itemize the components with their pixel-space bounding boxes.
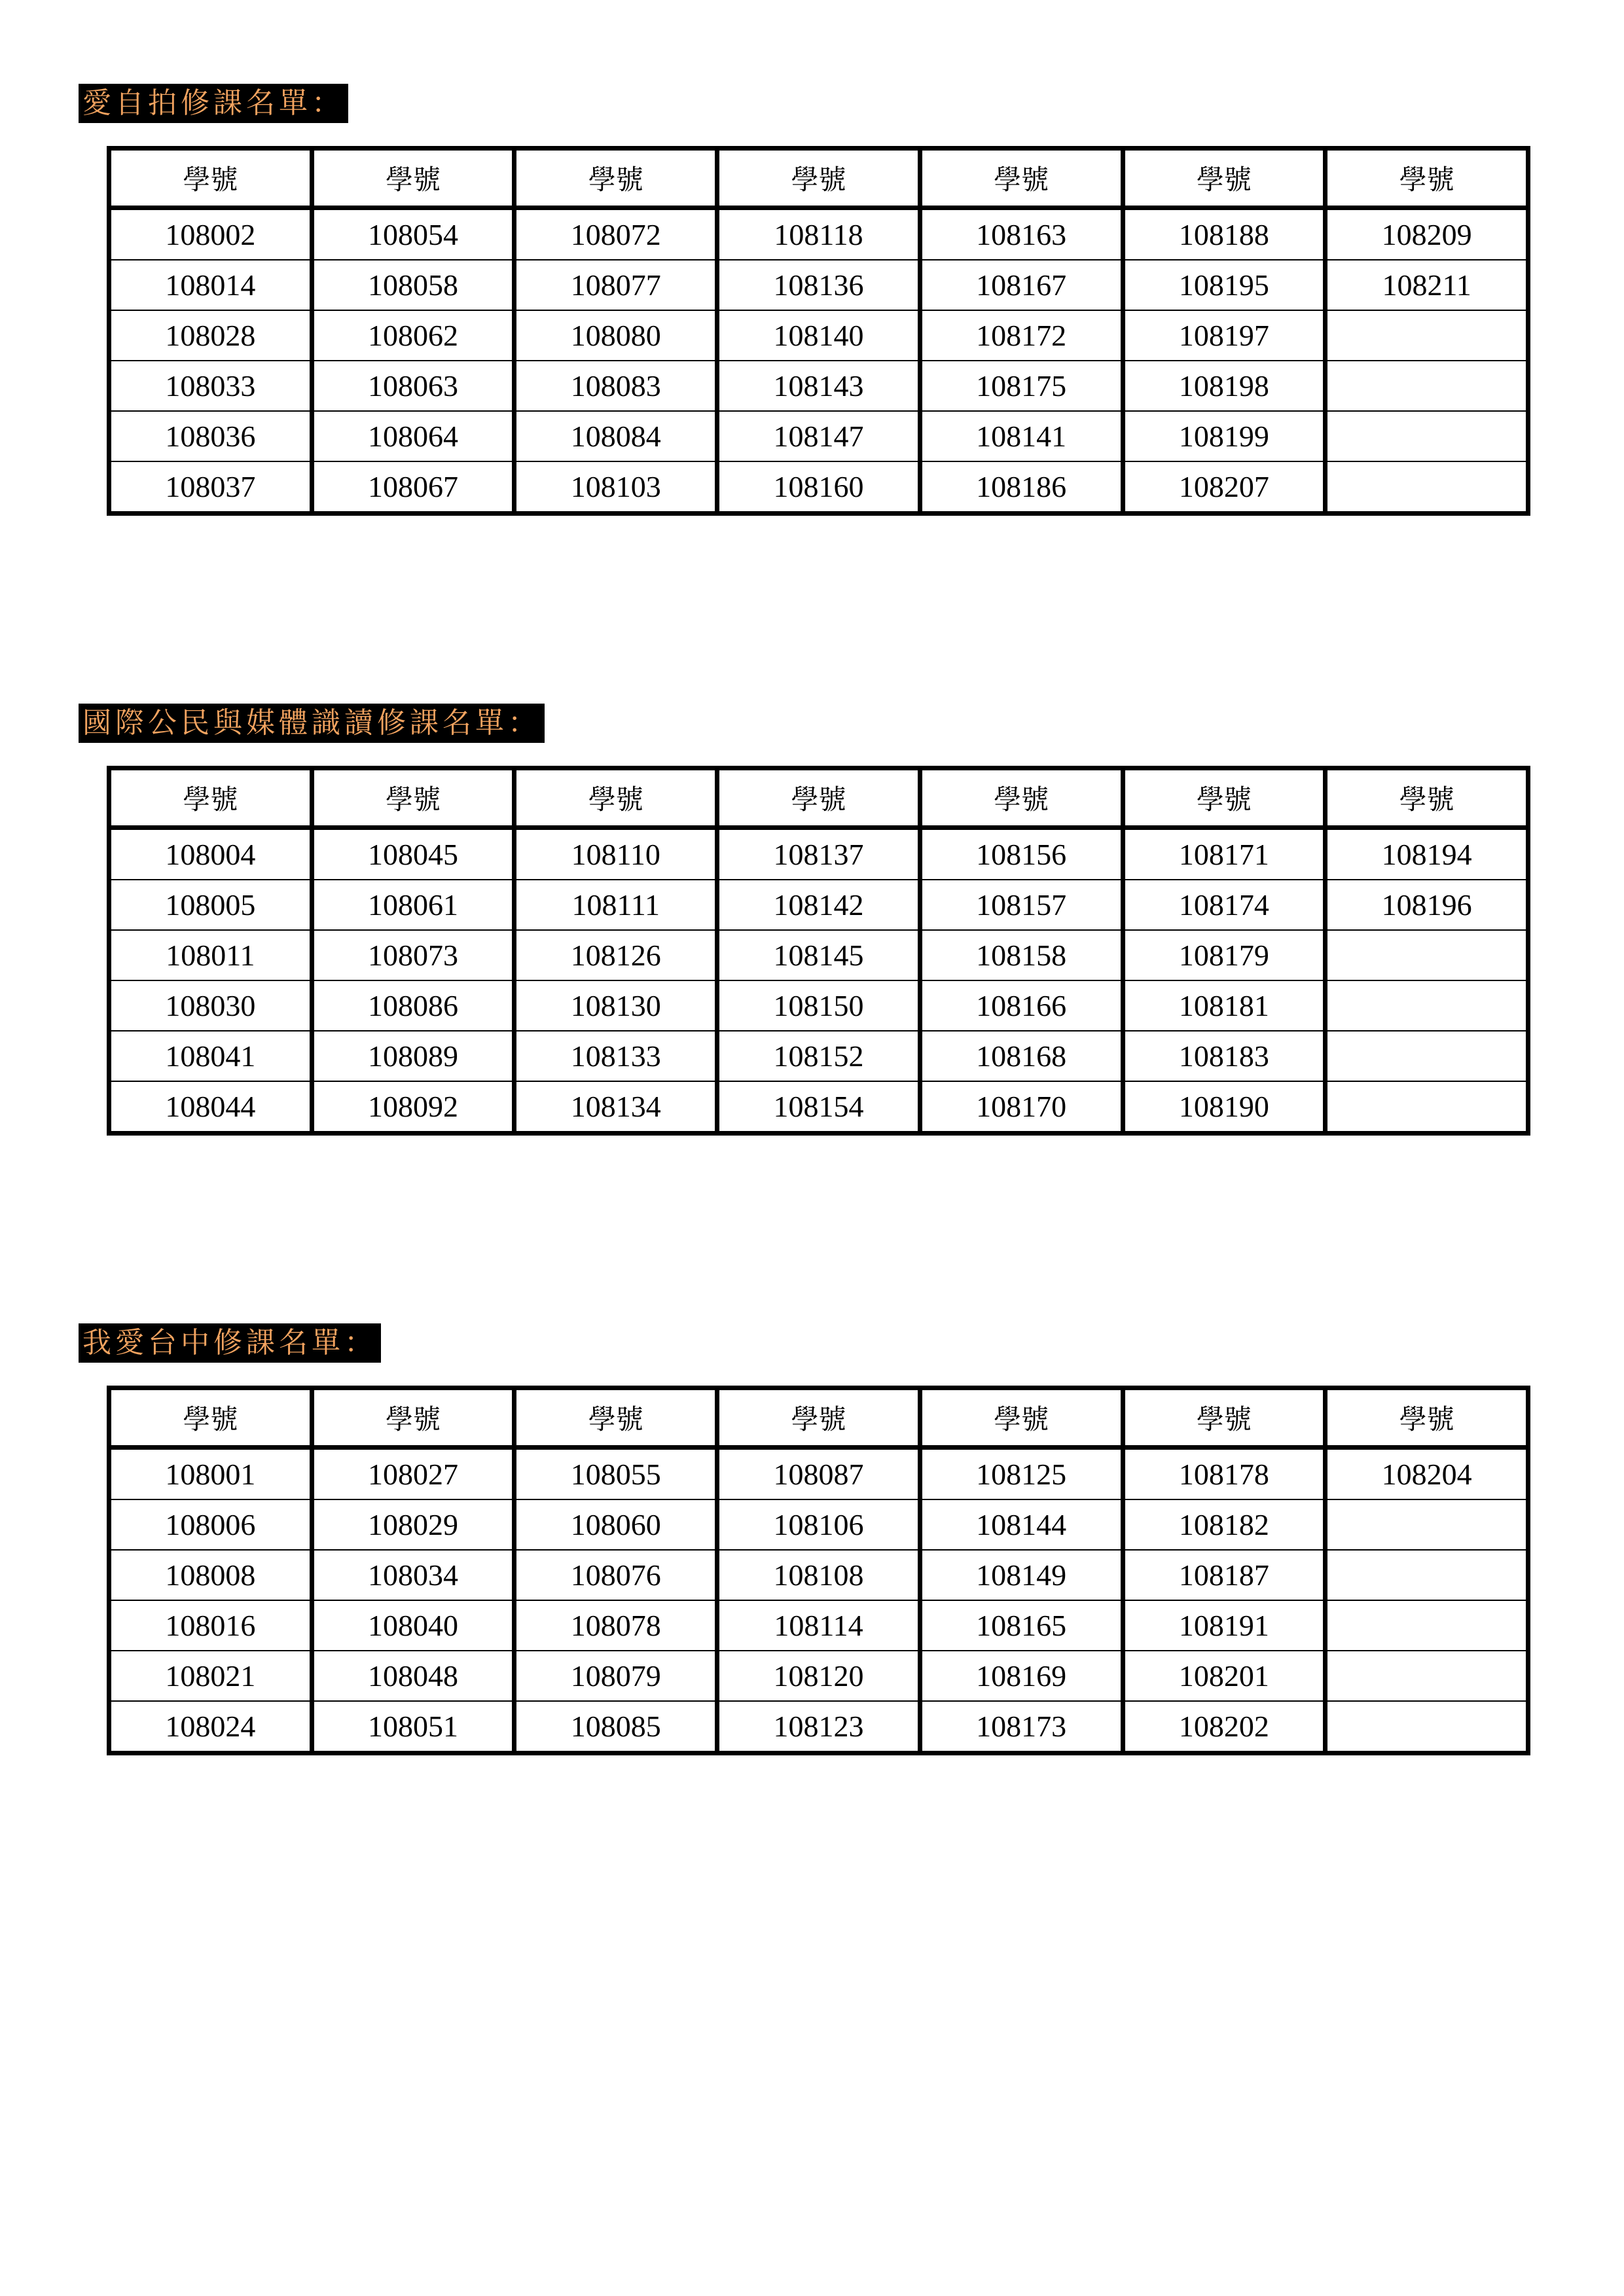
- student-id-cell: [1326, 361, 1528, 411]
- student-id-cell: 108182: [1123, 1499, 1326, 1550]
- student-id-cell: 108171: [1123, 828, 1326, 880]
- student-id-cell: 108156: [920, 828, 1123, 880]
- student-id-cell: [1326, 411, 1528, 461]
- table-row: [109, 461, 1528, 514]
- student-id-cell: 108172: [920, 310, 1123, 361]
- column-header: 學號: [312, 768, 514, 828]
- student-id-cell: 108028: [109, 310, 312, 361]
- column-header: 學號: [312, 1388, 514, 1448]
- student-id-cell: 108089: [312, 1031, 514, 1081]
- column-header: 學號: [1326, 1388, 1528, 1448]
- table-row: [109, 1701, 1528, 1753]
- student-id-cell: 108016: [109, 1600, 312, 1651]
- student-id-cell: 108084: [514, 411, 717, 461]
- student-id-cell: 108067: [312, 461, 514, 514]
- table-row: [109, 1600, 1528, 1651]
- student-id-cell: 108187: [1123, 1550, 1326, 1600]
- student-id-cell: 108157: [920, 880, 1123, 930]
- student-id-cell: 108030: [109, 980, 312, 1031]
- student-id-cell: 108033: [109, 361, 312, 411]
- student-id-cell: 108144: [920, 1499, 1123, 1550]
- student-id-cell: 108008: [109, 1550, 312, 1600]
- student-id-cell: 108178: [1123, 1448, 1326, 1500]
- student-id-cell: [1326, 1499, 1528, 1550]
- student-id-cell: 108195: [1123, 260, 1326, 310]
- student-id-cell: 108140: [717, 310, 920, 361]
- student-id-cell: 108183: [1123, 1031, 1326, 1081]
- student-id-cell: 108207: [1123, 461, 1326, 514]
- student-id-cell: 108126: [514, 930, 717, 980]
- section-title: 國際公民與媒體識讀修課名單：: [79, 704, 545, 743]
- student-id-cell: 108063: [312, 361, 514, 411]
- student-id-cell: 108167: [920, 260, 1123, 310]
- table-row: [109, 1081, 1528, 1134]
- student-id-cell: 108170: [920, 1081, 1123, 1134]
- table-header-row: [109, 1388, 1528, 1448]
- student-id-cell: 108175: [920, 361, 1123, 411]
- table-row: [109, 411, 1528, 461]
- column-header: 學號: [1123, 1388, 1326, 1448]
- student-id-cell: 108114: [717, 1600, 920, 1651]
- column-header: 學號: [920, 1388, 1123, 1448]
- student-id-cell: 108040: [312, 1600, 514, 1651]
- student-id-cell: 108145: [717, 930, 920, 980]
- student-id-cell: [1326, 1600, 1528, 1651]
- student-id-cell: 108188: [1123, 208, 1326, 260]
- student-id-cell: 108045: [312, 828, 514, 880]
- student-id-cell: 108027: [312, 1448, 514, 1500]
- student-id-cell: 108041: [109, 1031, 312, 1081]
- table-row: [109, 260, 1528, 310]
- student-id-cell: 108060: [514, 1499, 717, 1550]
- column-header: 學號: [109, 1388, 312, 1448]
- student-id-cell: 108201: [1123, 1651, 1326, 1701]
- column-header: 學號: [514, 1388, 717, 1448]
- student-id-cell: 108166: [920, 980, 1123, 1031]
- student-id-cell: 108044: [109, 1081, 312, 1134]
- student-id-cell: 108194: [1326, 828, 1528, 880]
- student-id-cell: 108103: [514, 461, 717, 514]
- student-id-cell: 108029: [312, 1499, 514, 1550]
- student-id-cell: [1326, 1550, 1528, 1600]
- student-id-cell: 108062: [312, 310, 514, 361]
- student-id-cell: 108085: [514, 1701, 717, 1753]
- student-id-cell: 108179: [1123, 930, 1326, 980]
- student-id-cell: 108064: [312, 411, 514, 461]
- column-header: 學號: [1123, 768, 1326, 828]
- student-id-cell: 108072: [514, 208, 717, 260]
- student-id-cell: [1326, 461, 1528, 514]
- column-header: 學號: [514, 768, 717, 828]
- student-id-cell: [1326, 1031, 1528, 1081]
- student-id-cell: [1326, 1651, 1528, 1701]
- student-id-cell: 108197: [1123, 310, 1326, 361]
- student-id-cell: 108137: [717, 828, 920, 880]
- student-id-cell: 108034: [312, 1550, 514, 1600]
- table-row: [109, 361, 1528, 411]
- column-header: 學號: [1326, 149, 1528, 208]
- table-row: [109, 880, 1528, 930]
- student-id-cell: 108186: [920, 461, 1123, 514]
- student-id-cell: 108048: [312, 1651, 514, 1701]
- student-id-cell: 108174: [1123, 880, 1326, 930]
- student-id-cell: 108054: [312, 208, 514, 260]
- section-title: 愛自拍修課名單：: [79, 84, 348, 123]
- table-row: [109, 208, 1528, 260]
- student-id-cell: 108196: [1326, 880, 1528, 930]
- table-row: [109, 1448, 1528, 1500]
- column-header: 學號: [920, 768, 1123, 828]
- student-id-cell: 108108: [717, 1550, 920, 1600]
- student-id-cell: 108083: [514, 361, 717, 411]
- student-id-cell: 108154: [717, 1081, 920, 1134]
- student-id-cell: 108202: [1123, 1701, 1326, 1753]
- column-header: 學號: [717, 768, 920, 828]
- student-id-cell: 108158: [920, 930, 1123, 980]
- student-id-cell: 108080: [514, 310, 717, 361]
- student-id-cell: 108169: [920, 1651, 1123, 1701]
- student-id-cell: [1326, 310, 1528, 361]
- student-id-cell: 108002: [109, 208, 312, 260]
- student-id-cell: 108204: [1326, 1448, 1528, 1500]
- column-header: 學號: [1326, 768, 1528, 828]
- column-header: 學號: [109, 768, 312, 828]
- student-id-cell: 108051: [312, 1701, 514, 1753]
- student-id-cell: 108209: [1326, 208, 1528, 260]
- student-id-cell: 108120: [717, 1651, 920, 1701]
- student-id-cell: 108181: [1123, 980, 1326, 1031]
- column-header: 學號: [312, 149, 514, 208]
- student-id-cell: 108152: [717, 1031, 920, 1081]
- column-header: 學號: [514, 149, 717, 208]
- student-id-cell: [1326, 930, 1528, 980]
- student-id-cell: [1326, 1081, 1528, 1134]
- student-id-cell: 108136: [717, 260, 920, 310]
- table-row: [109, 828, 1528, 880]
- table-row: [109, 1651, 1528, 1701]
- student-id-cell: 108079: [514, 1651, 717, 1701]
- student-id-cell: 108086: [312, 980, 514, 1031]
- student-id-cell: 108058: [312, 260, 514, 310]
- student-id-cell: 108149: [920, 1550, 1123, 1600]
- student-id-cell: 108190: [1123, 1081, 1326, 1134]
- student-id-cell: 108110: [514, 828, 717, 880]
- student-id-cell: 108001: [109, 1448, 312, 1500]
- student-id-cell: 108106: [717, 1499, 920, 1550]
- student-id-cell: 108078: [514, 1600, 717, 1651]
- column-header: 學號: [920, 149, 1123, 208]
- student-id-cell: 108087: [717, 1448, 920, 1500]
- table-row: [109, 930, 1528, 980]
- student-id-cell: 108211: [1326, 260, 1528, 310]
- student-id-cell: 108011: [109, 930, 312, 980]
- student-id-cell: 108092: [312, 1081, 514, 1134]
- student-id-cell: [1326, 1701, 1528, 1753]
- student-id-cell: 108024: [109, 1701, 312, 1753]
- student-id-cell: 108004: [109, 828, 312, 880]
- student-id-cell: 108055: [514, 1448, 717, 1500]
- student-id-cell: 108005: [109, 880, 312, 930]
- student-id-cell: 108014: [109, 260, 312, 310]
- student-id-cell: 108165: [920, 1600, 1123, 1651]
- student-id-cell: 108198: [1123, 361, 1326, 411]
- student-id-cell: 108037: [109, 461, 312, 514]
- table-header-row: [109, 768, 1528, 828]
- column-header: 學號: [109, 149, 312, 208]
- column-header: 學號: [717, 149, 920, 208]
- student-id-cell: 108073: [312, 930, 514, 980]
- student-id-cell: 108134: [514, 1081, 717, 1134]
- student-id-cell: 108036: [109, 411, 312, 461]
- student-id-cell: 108163: [920, 208, 1123, 260]
- table-row: [109, 1499, 1528, 1550]
- column-header: 學號: [1123, 149, 1326, 208]
- student-id-cell: 108191: [1123, 1600, 1326, 1651]
- student-id-table: [107, 1386, 1530, 1755]
- student-id-cell: 108141: [920, 411, 1123, 461]
- student-id-cell: 108076: [514, 1550, 717, 1600]
- student-id-cell: 108160: [717, 461, 920, 514]
- section-title: 我愛台中修課名單：: [79, 1323, 381, 1363]
- table-row: [109, 1031, 1528, 1081]
- student-id-table: [107, 766, 1530, 1136]
- student-id-cell: 108118: [717, 208, 920, 260]
- student-id-cell: 108143: [717, 361, 920, 411]
- column-header: 學號: [717, 1388, 920, 1448]
- student-id-cell: 108061: [312, 880, 514, 930]
- student-id-cell: 108173: [920, 1701, 1123, 1753]
- student-id-cell: 108006: [109, 1499, 312, 1550]
- student-id-cell: [1326, 980, 1528, 1031]
- student-id-cell: 108123: [717, 1701, 920, 1753]
- table-row: [109, 1550, 1528, 1600]
- student-id-cell: 108130: [514, 980, 717, 1031]
- student-id-cell: 108199: [1123, 411, 1326, 461]
- student-id-table: [107, 146, 1530, 516]
- table-row: [109, 980, 1528, 1031]
- student-id-cell: 108142: [717, 880, 920, 930]
- table-row: [109, 310, 1528, 361]
- table-header-row: [109, 149, 1528, 208]
- student-id-cell: 108133: [514, 1031, 717, 1081]
- student-id-cell: 108021: [109, 1651, 312, 1701]
- student-id-cell: 108147: [717, 411, 920, 461]
- student-id-cell: 108125: [920, 1448, 1123, 1500]
- student-id-cell: 108111: [514, 880, 717, 930]
- student-id-cell: 108150: [717, 980, 920, 1031]
- student-id-cell: 108168: [920, 1031, 1123, 1081]
- student-id-cell: 108077: [514, 260, 717, 310]
